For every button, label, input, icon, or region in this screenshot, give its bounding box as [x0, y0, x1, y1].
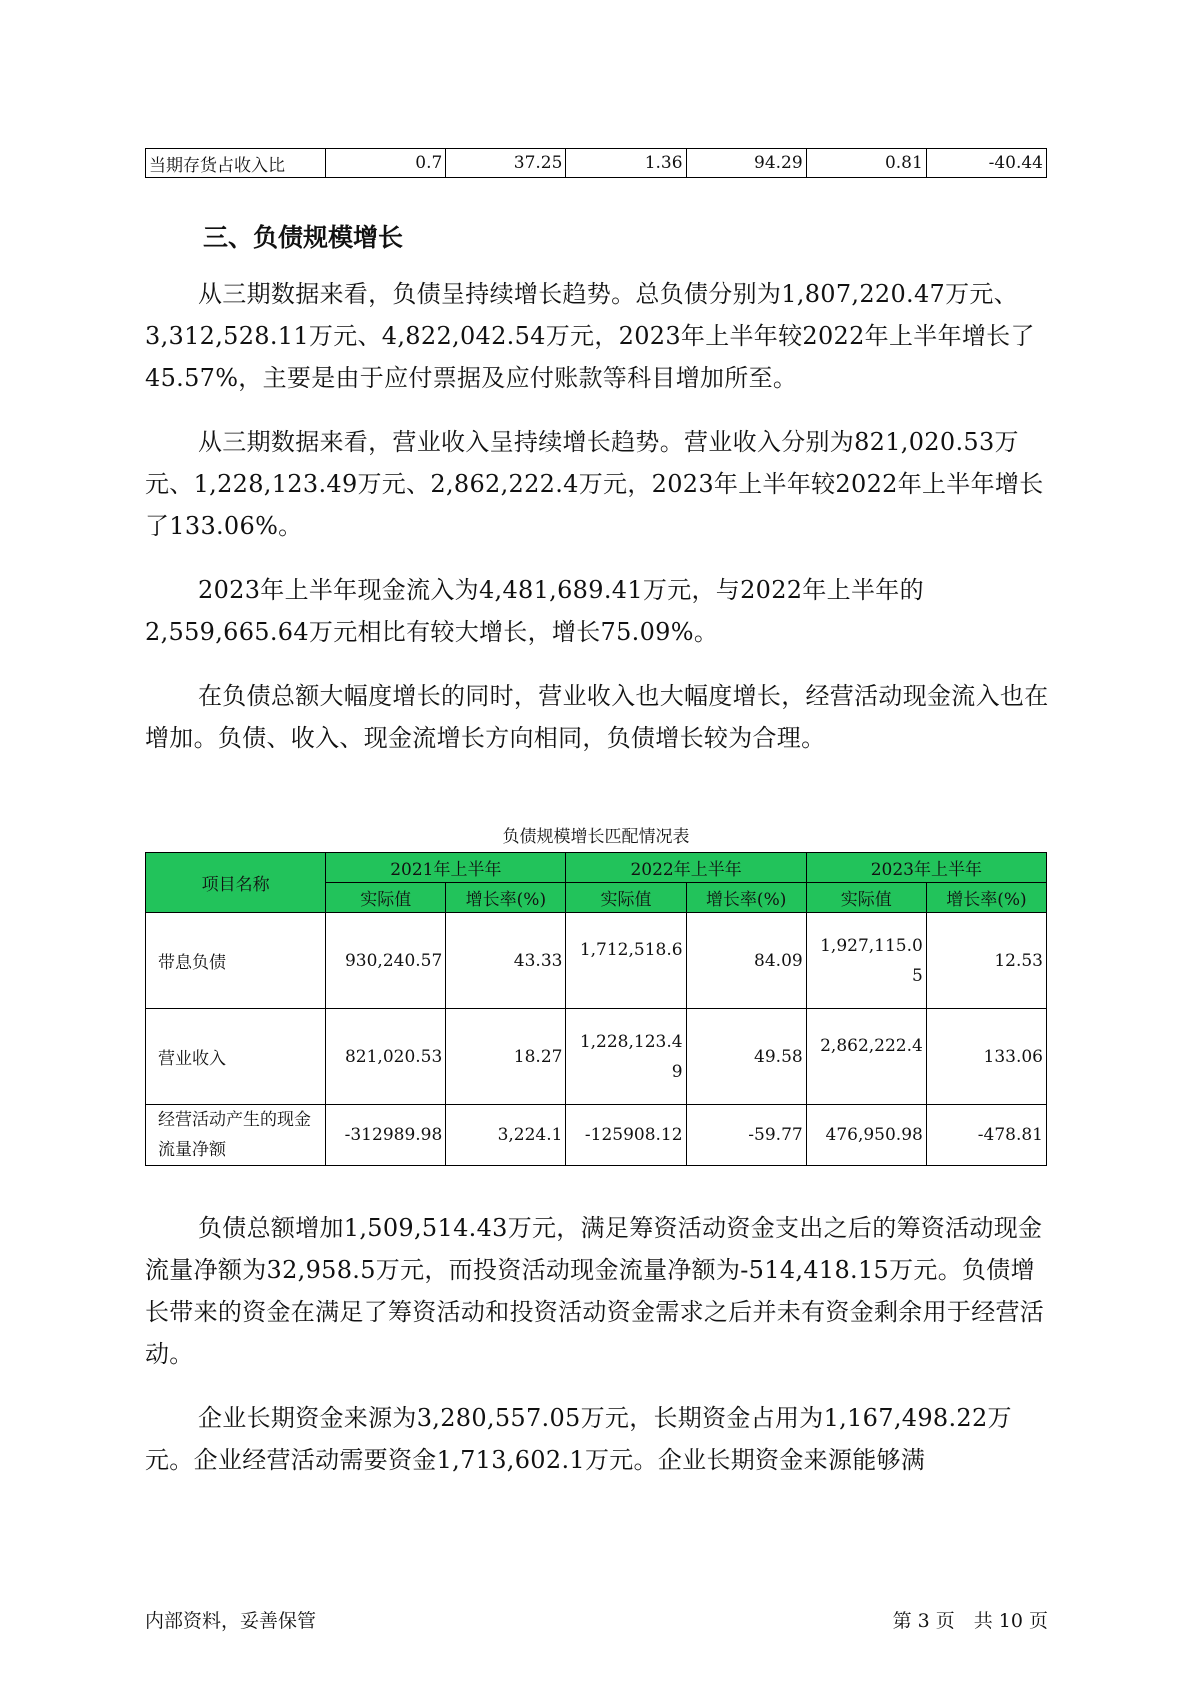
cell-value: 821,020.53: [326, 1009, 446, 1105]
cell-value: -312989.98: [326, 1105, 446, 1166]
debt-growth-table: [145, 852, 1047, 1166]
cell-value: -40.44: [926, 149, 1046, 178]
cell-value: 1,927,115.05: [806, 913, 926, 1009]
page-number: 第 3 页 共 10 页: [892, 1610, 1048, 1632]
cell-value: 0.81: [806, 149, 926, 178]
actual-value-header: 实际值: [326, 883, 446, 913]
previous-table-last-row: [145, 148, 1047, 178]
cell-value: 49.58: [686, 1009, 806, 1105]
footer-confidential-note: 内部资料，妥善保管: [145, 1610, 317, 1632]
cell-value: -478.81: [926, 1105, 1046, 1166]
cell-value: 133.06: [926, 1009, 1046, 1105]
cell-value: -125908.12: [566, 1105, 686, 1166]
cell-value: 0.7: [326, 149, 446, 178]
paragraph: 从三期数据来看，营业收入呈持续增长趋势。营业收入分别为821,020.53万元、1,228,123.49万元、2,862,222.4万元，2023年上半年较2022年上半年增长了133.06%。: [145, 428, 1044, 540]
table-caption: 负债规模增长匹配情况表: [502, 827, 690, 847]
cell-value: 1.36: [566, 149, 686, 178]
cell-value: 43.33: [446, 913, 566, 1009]
growth-rate-header: 增长率(%): [446, 883, 566, 913]
header-row: [146, 853, 1047, 883]
cell-value: 3,224.1: [446, 1105, 566, 1166]
row-label: 经营活动产生的现金流量净额: [146, 1105, 326, 1166]
growth-rate-header: 增长率(%): [926, 883, 1046, 913]
row-label: 带息负债: [146, 913, 326, 1009]
cell-value: 12.53: [926, 913, 1046, 1009]
cell-value: 18.27: [446, 1009, 566, 1105]
cell-value: 2,862,222.4: [806, 1009, 926, 1105]
cell-value: 1,228,123.49: [566, 1009, 686, 1105]
cell-value: -59.77: [686, 1105, 806, 1166]
cell-value: 930,240.57: [326, 913, 446, 1009]
paragraph: 2023年上半年现金流入为4,481,689.41万元，与2022年上半年的2,559,665.64万元相比有较大增长，增长75.09%。: [145, 576, 924, 646]
actual-value-header: 实际值: [566, 883, 686, 913]
row-label: 当期存货占收入比: [146, 149, 326, 178]
section-heading: 三、负债规模增长: [203, 223, 404, 252]
period-header: 2021年上半年: [326, 853, 566, 883]
cell-value: 476,950.98: [806, 1105, 926, 1166]
actual-value-header: 实际值: [806, 883, 926, 913]
cell-value: 84.09: [686, 913, 806, 1009]
cell-value: 94.29: [686, 149, 806, 178]
table-row: [146, 149, 1047, 178]
paragraph: 企业长期资金来源为3,280,557.05万元，长期资金占用为1,167,498.22万元。企业经营活动需要资金1,713,602.1万元。企业长期资金来源能够满: [145, 1404, 1012, 1474]
period-header: 2023年上半年: [806, 853, 1046, 883]
paragraph-block-lower: [145, 1207, 1050, 1481]
paragraph: 负债总额增加1,509,514.43万元，满足筹资活动资金支出之后的筹资活动现金流量净额为32,958.5万元，而投资活动现金流量净额为-514,418.15万元。负债增长带来的资金在满足了筹资活动和投资活动资金需求之后并未有资金剩余用于经营活动。: [145, 1214, 1045, 1368]
growth-rate-header: 增长率(%): [686, 883, 806, 913]
paragraph: 在负债总额大幅度增长的同时，营业收入也大幅度增长，经营活动现金流入也在增加。负债、收入、现金流增长方向相同，负债增长较为合理。: [145, 682, 1049, 752]
item-name-header: 项目名称: [146, 853, 326, 913]
row-label: 营业收入: [146, 1009, 326, 1105]
table-row: [146, 1009, 1047, 1105]
table-row: [146, 913, 1047, 1009]
cell-value: 37.25: [446, 149, 566, 178]
table-row: [146, 1105, 1047, 1166]
paragraph: 从三期数据来看，负债呈持续增长趋势。总负债分别为1,807,220.47万元、3,312,528.11万元、4,822,042.54万元，2023年上半年较2022年上半年增长了45.57%，主要是由于应付票据及应付账款等科目增加所至。: [145, 280, 1035, 392]
period-header: 2022年上半年: [566, 853, 806, 883]
paragraph-block-upper: [145, 273, 1050, 759]
cell-value: 1,712,518.6: [566, 913, 686, 1009]
